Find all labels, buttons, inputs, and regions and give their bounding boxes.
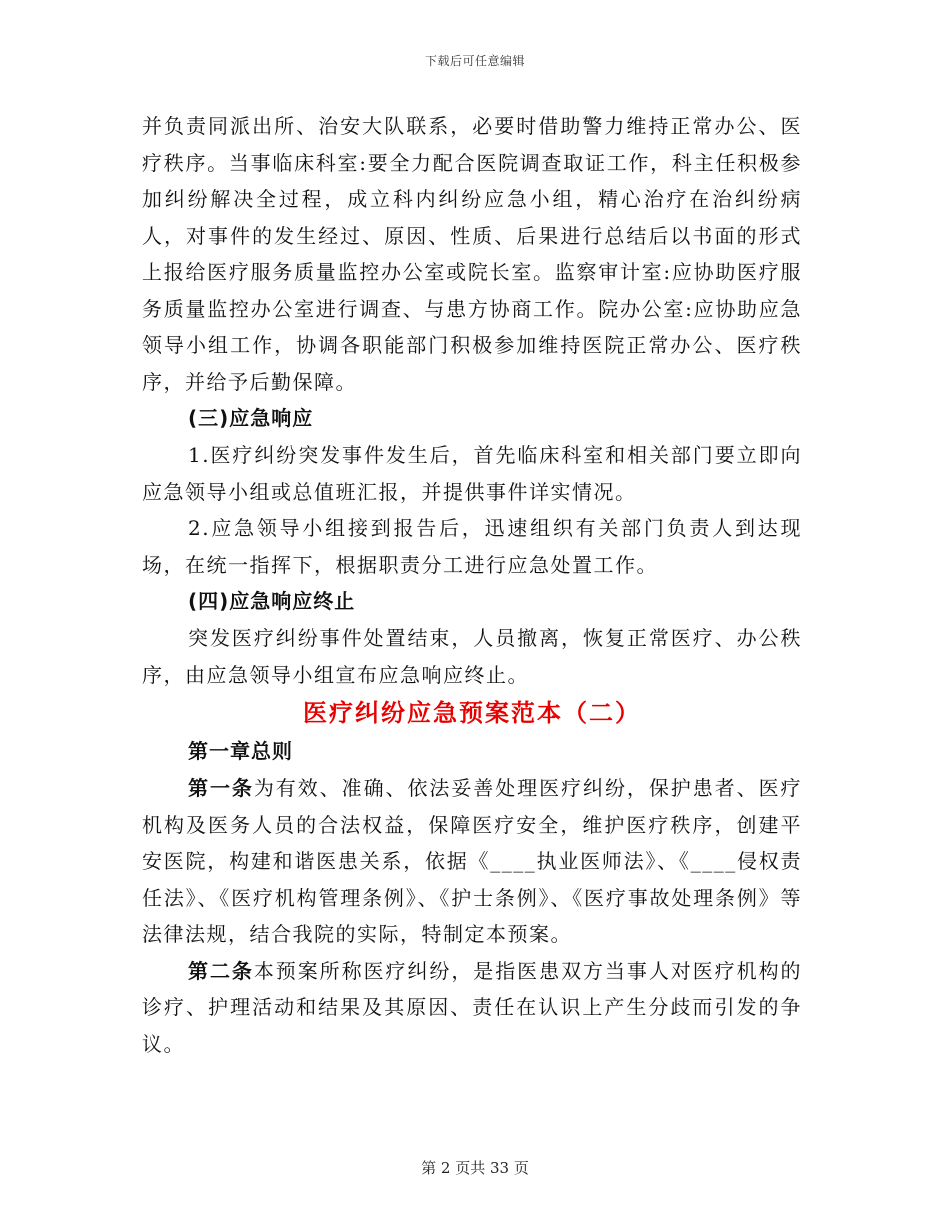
article-2-label: 第二条	[188, 958, 254, 983]
page-footer: 第 2 页共 33 页	[421, 1159, 529, 1177]
article-2	[142, 953, 802, 1063]
page-header: 下载后可任意编辑	[424, 54, 525, 68]
section-heading-response-termination: (四)应急响应终止	[188, 589, 356, 613]
paragraph-response-step-2: 2.应急领导小组接到报告后，迅速组织有关部门负责人到达现场，在统一指挥下，根据职责分工进行应急处置工作。	[142, 516, 802, 577]
chapter-heading: 第一章总则	[188, 739, 293, 763]
paragraph-response-termination: 突发医疗纠纷事件处置结束，人员撤离，恢复正常医疗、办公秩序，由应急领导小组宣布应急响应终止。	[142, 626, 802, 687]
article-2-text: 本预案所称医疗纠纷，是指医患双方当事人对医疗机构的诊疗、护理活动和结果及其原因、责任在认识上产生分歧而引发的争议。	[142, 958, 803, 1056]
document-body	[142, 108, 802, 1062]
document-title: 医疗纠纷应急预案范本（二）	[303, 699, 641, 727]
article-1	[142, 770, 802, 953]
paragraph-response-step-1: 1.医疗纠纷突发事件发生后，首先临床科室和相关部门要立即向应急领导小组或总值班汇报，并提供事件详实情况。	[142, 443, 802, 504]
section-heading-emergency-response: (三)应急响应	[188, 406, 314, 430]
paragraph-responsibilities: 并负责同派出所、治安大队联系，必要时借助警力维持正常办公、医疗秩序。当事临床科室:要全力配合医院调查取证工作，科主任积极参加纠纷解决全过程，成立科内纠纷应急小组，精心治疗在治纠纷病人，对事件的发生经过、原因、性质、后果进行总结后以书面的形式上报给医疗服务质量监控办公室或院长室。监察审计室:应协助医疗服务质量监控办公室进行调查、与患方协商工作。院办公室:应协助应急领导小组工作，协调各职能部门积极参加维持医院正常办公、医疗秩序，并给予后勤保障。	[142, 114, 802, 394]
article-1-text: 为有效、准确、依法妥善处理医疗纠纷，保护患者、医疗机构及医务人员的合法权益，保障医疗安全，维护医疗秩序，创建平安医院，构建和谐医患关系，依据《____执业医师法》、《____侵权责任法》、《医疗机构管理条例》、《护士条例》、《医疗事故处理条例》等法律法规，结合我院的实际，特制定本预案。	[142, 776, 803, 946]
article-1-label: 第一条	[188, 776, 254, 800]
